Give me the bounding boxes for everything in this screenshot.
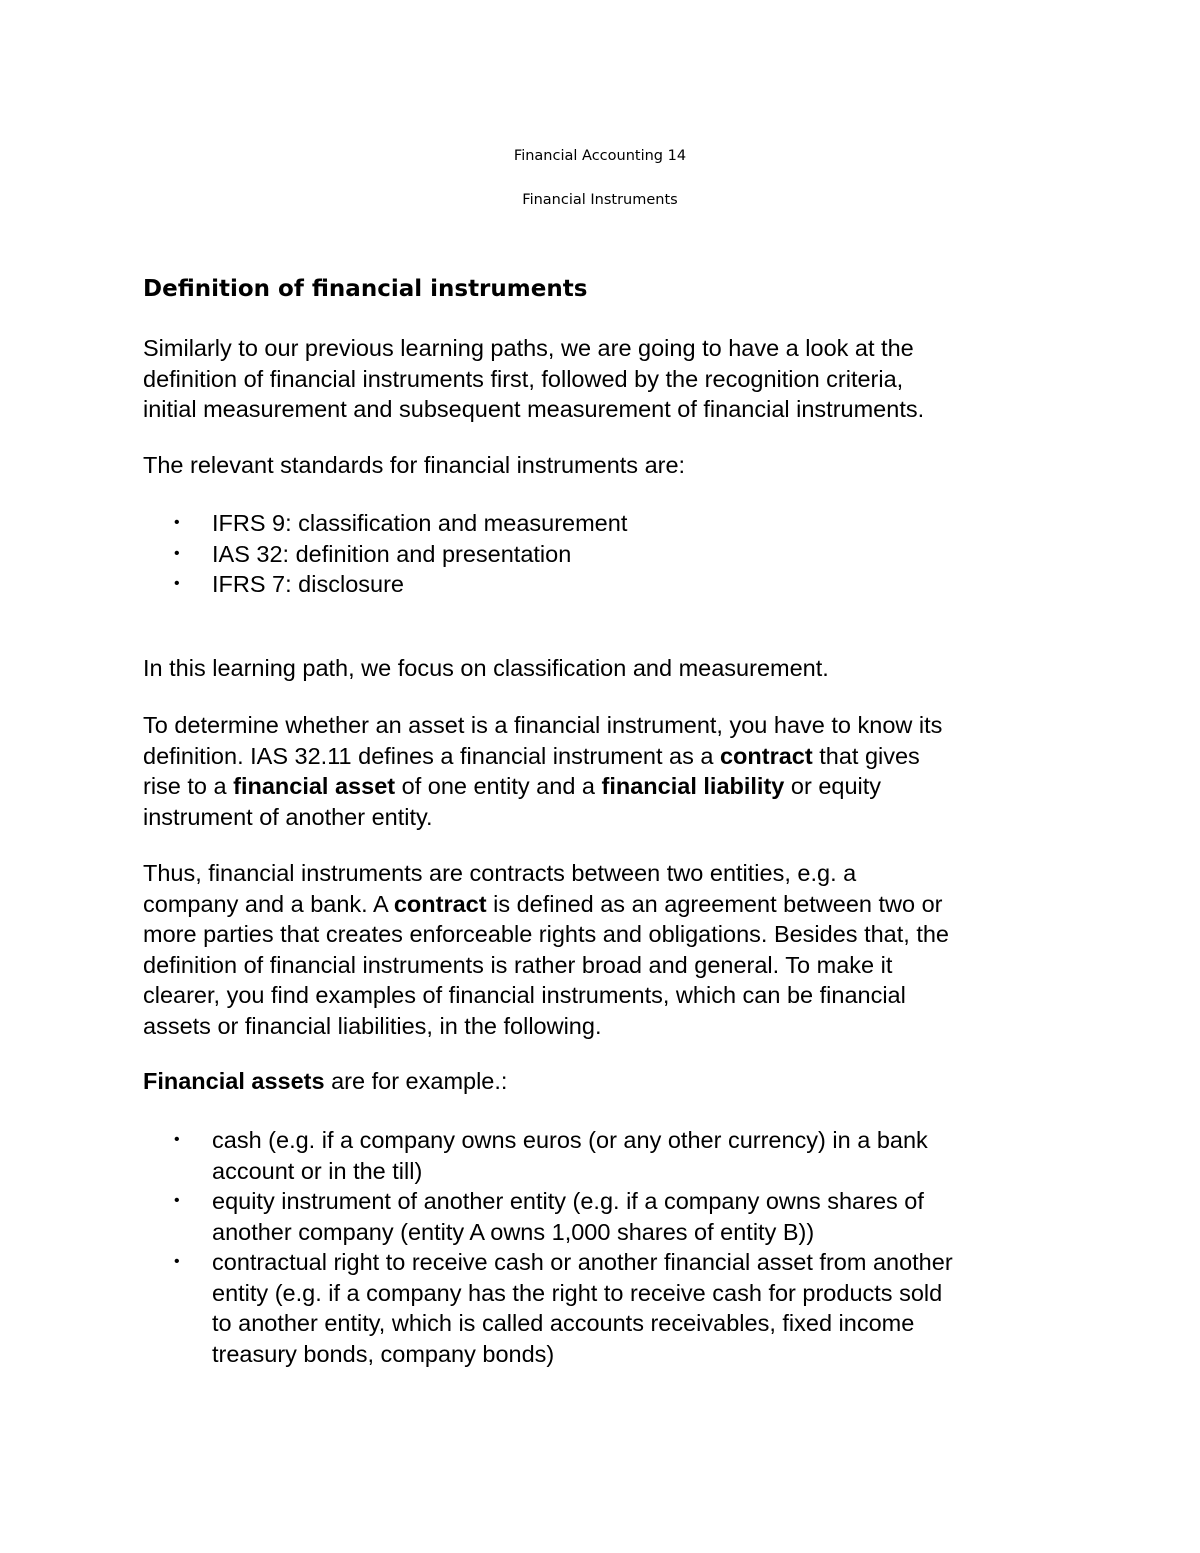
contracts-line: definition of financial instruments is rather broad and general. To make it xyxy=(143,951,893,978)
course-title: Financial Accounting 14 xyxy=(513,148,687,164)
definition-line xyxy=(143,741,1073,772)
asset-line: treasury bonds, company bonds) xyxy=(212,1340,555,1367)
text-run: that gives xyxy=(812,742,920,769)
definition-paragraph xyxy=(143,710,1073,832)
asset-line: entity (e.g. if a company has the right to receive cash for products sold xyxy=(212,1279,943,1306)
text-run: of one entity and a xyxy=(395,773,602,799)
contracts-line: Thus, financial instruments are contracts between two entities, e.g. a xyxy=(143,860,857,886)
standards-list xyxy=(143,508,1083,600)
term-financial-asset: financial asset xyxy=(233,773,396,799)
assets-list xyxy=(143,1125,1083,1369)
bullet-icon: • xyxy=(174,514,180,531)
term-contract: contract xyxy=(719,742,813,769)
topic-title: Financial Instruments xyxy=(522,192,678,208)
bullet-icon: • xyxy=(174,1253,180,1270)
asset-line: equity instrument of another entity (e.g. if a company owns shares of xyxy=(212,1188,924,1214)
bullet-icon: • xyxy=(174,544,180,562)
term-financial-liability: financial liability xyxy=(601,773,785,799)
focus-paragraph: In this learning path, we focus on classification and measurement. xyxy=(143,655,829,681)
bullet-icon: • xyxy=(174,1131,180,1148)
asset-line: another company (entity A owns 1,000 shares of entity B)) xyxy=(212,1218,815,1245)
list-item xyxy=(143,1186,1083,1247)
definition-line xyxy=(143,771,1073,802)
list-item xyxy=(143,569,1083,600)
text-run: is defined as an agreement between two or xyxy=(486,890,943,917)
standards-lead: The relevant standards for financial instruments are: xyxy=(143,452,686,478)
contracts-paragraph xyxy=(143,858,1073,1041)
definition-line xyxy=(143,710,1073,741)
section-heading: Definition of financial instruments xyxy=(143,276,588,302)
list-item xyxy=(143,508,1083,539)
contracts-line: assets or financial liabilities, in the following. xyxy=(143,1012,602,1039)
definition-line xyxy=(143,802,1073,833)
text-run: instrument of another entity. xyxy=(143,803,433,830)
text-run: or equity xyxy=(784,773,882,799)
intro-line: definition of financial instruments first, followed by the recognition criteria, xyxy=(143,365,904,392)
term-financial-assets: Financial assets xyxy=(143,1068,325,1094)
contracts-line: clearer, you find examples of financial instruments, which can be financial xyxy=(143,982,906,1008)
intro-line: initial measurement and subsequent measurement of financial instruments. xyxy=(143,396,925,422)
bullet-icon: • xyxy=(174,575,180,592)
text-run: rise to a xyxy=(143,773,234,799)
text-run: To determine whether an asset is a financial instrument, you have to know its xyxy=(143,712,943,738)
asset-line: account or in the till) xyxy=(212,1157,423,1184)
contracts-line xyxy=(143,889,1073,920)
text-run: are for example.: xyxy=(324,1068,508,1094)
asset-line: to another entity, which is called accounts receivables, fixed income xyxy=(212,1310,915,1336)
text-run: definition. IAS 32.11 defines a financial instrument as a xyxy=(143,742,720,769)
asset-line: cash (e.g. if a company owns euros (or any other currency) in a bank xyxy=(212,1127,928,1153)
contracts-line: more parties that creates enforceable rights and obligations. Besides that, the xyxy=(143,921,949,947)
intro-paragraph xyxy=(143,333,1073,425)
assets-lead xyxy=(143,1066,1073,1097)
standard-text: IFRS 7: disclosure xyxy=(212,571,404,597)
text-run: company and a bank. A xyxy=(143,890,394,917)
list-item xyxy=(143,539,1083,570)
asset-line: contractual right to receive cash or another financial asset from another xyxy=(212,1249,953,1275)
term-contract: contract xyxy=(393,890,487,917)
list-item xyxy=(143,1125,1083,1186)
intro-line: Similarly to our previous learning paths, we are going to have a look at the xyxy=(143,335,914,361)
standard-text: IFRS 9: classification and measurement xyxy=(212,510,628,536)
list-item xyxy=(143,1247,1083,1369)
standard-text: IAS 32: definition and presentation xyxy=(212,540,572,567)
bullet-icon: • xyxy=(174,1192,180,1209)
